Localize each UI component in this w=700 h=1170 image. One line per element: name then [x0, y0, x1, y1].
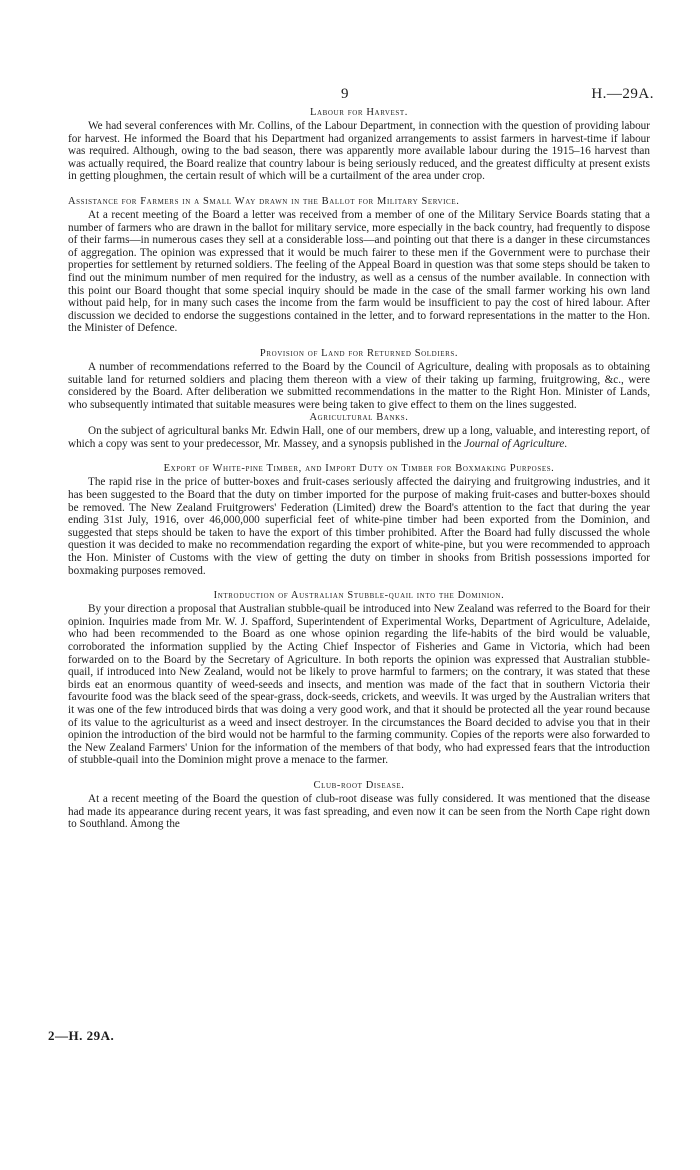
- section-paragraph: We had several conferences with Mr. Collins, of the Labour Department, in connection with the question of providing labour for harvest. He informed the Board that his Department had organized arrangements to assist farmers in harvest-time if labour was required. Although, owing to the bad season, there was apparently more available labour during the 1915–16 harvest than was actually required, the Board realize that country labour is being seriously reduced, and the greatest difficulty at present exists in getting ploughmen, the certain result of which will be a curtailment of the area under crop.: [68, 120, 650, 183]
- section-title-australian-stubble-quail: Introduction of Australian Stubble-quail into the Dominion.: [213, 590, 505, 602]
- section-title-assistance-for-farmers: Assistance for Farmers in a Small Way drawn in the Ballot for Military Service.: [68, 195, 460, 207]
- paragraph-text: .: [564, 437, 568, 450]
- paragraph-text: On the subject of agricultural banks Mr. Edwin Hall, one of our members, drew up a long, valuable, and interesting report, of which a copy was sent to your predecessor, Mr. Massey, and a synopsis published in the: [68, 425, 650, 450]
- section-title-agricultural-banks: Agricultural Banks.: [309, 412, 409, 424]
- signature-mark: 2—H. 29A.: [48, 1028, 115, 1043]
- section-paragraph: A number of recommendations referred to the Board by the Council of Agriculture, dealing with proposals as to obtaining suitable land for returned soldiers and placing them thereon with a view of their taking up farming, fruitgrowing, &c., were considered by the Board. After deliberation we submitted recommendations in the matter to the Right Hon. Minister of Lands, who subsequently intimated that suitable measures were being taken to give effect to them on the lines suggested.: [68, 360, 650, 411]
- section-paragraph: By your direction a proposal that Australian stubble-quail be introduced into New Zealand was referred to the Board for their opinion. Inquiries made from Mr. W. J. Spafford, Superintendent of Experimental Works, Department of Agriculture, Adelaide, who had been recommended to the Board as one whose opinion regarding the life-habits of the bird would be valuable, corroborated the information supplied by the Acting Chief Inspector of Fisheries and Game in Victoria, which had been forwarded on to the Board by the Secretary of Agriculture. In both reports the opinion was expressed that Australian stubble-quail, if introduced into New Zealand, would not be likely to prove harmful to farmers; on the contrary, it was stated that these birds eat an enormous quantity of weed-seeds and insects, and mention was made of the fact that in southern Victoria their favourite food was the black seed of the spear-grass, dock-seeds, crickets, and weevils. It was urged by the Australian writers that it was one of the few introduced birds that was doing a very good work, and that it should be protected all the year round because of its value to the agriculturist as a weed and insect destroyer. In the circumstances the Board decided to advise you that in their opinion the introduction of the bird would not be harmful to the farming community. Copies of the reports were also forwarded to the New Zealand Farmers' Union for the information of the members of that body, who had expressed fears that the introduction of stubble-quail into the Dominion might prove a menace to the farmer.: [68, 603, 650, 767]
- section-title-provision-of-land: Provision of Land for Returned Soldiers.: [259, 347, 459, 359]
- journal-title: Journal of Agriculture: [464, 437, 565, 450]
- section-paragraph: At a recent meeting of the Board the question of club-root disease was fully considered. It was mentioned that the disease had made its appearance during recent years, it was fast spreading, and even now it can be seen from the North Cape right down to Southland. Among the: [68, 792, 650, 831]
- document-page: [68, 86, 654, 831]
- section-title-club-root-disease: Club-root Disease.: [313, 779, 405, 791]
- page-header: [68, 86, 654, 106]
- section-title-export-of-white-pine: Export of White-pine Timber, and Import Duty on Timber for Boxmaking Purposes.: [163, 463, 555, 475]
- section-paragraph: At a recent meeting of the Board a letter was received from a member of one of the Military Service Boards stating that a number of farmers who are drawn in the ballot for military service, more especially in the back country, had frequently to dispose of their farms—in numerous cases they sell at a considerable loss—and pointing out that there is a danger in these circumstances of aggregation. The opinion was expressed that it would be much fairer to these men if the Government were to purchase their properties for settlement by returned soldiers. The feeling of the Appeal Board in question was that some steps should be taken to find out the minimum number of men required for the industry, as well as a census of the number available. In connection with this point our Board thought that some special inquiry should be made in the case of the small farmer working his own land without paid help, for in many such cases the income from the farm would be insufficient to pay the cost of hired labour. After discussion we decided to endorse the suggestions contained in the letter, and to forward representations in the matter to the Hon. the Minister of Defence.: [68, 208, 650, 335]
- page-number: 9: [341, 86, 349, 102]
- section-title-labour-for-harvest: Labour for Harvest.: [309, 107, 409, 118]
- document-reference: H.—29A.: [591, 86, 654, 102]
- section-paragraph: The rapid rise in the price of butter-boxes and fruit-cases seriously affected the dairying and fruitgrowing industries, and it has been suggested to the Board that the duty on timber imported for the purpose of making fruit-cases and butter-boxes should be removed. The New Zealand Fruitgrowers' Federation (Limited) drew the Board's attention to the fact that during the year ending 31st July, 1916, over 46,000,000 superficial feet of white-pine timber had been exported from the Dominion, and suggested that steps should be taken to have the export of this timber prohibited. After the Board had fully discussed the whole question it was decided to make no recommendation regarding the export of white-pine, but you were recommended to approach the Hon. Minister of Customs with the view of getting the duty on timber in shooks from British possessions imported for boxmaking purposes removed.: [68, 476, 650, 577]
- section-paragraph: [68, 425, 650, 450]
